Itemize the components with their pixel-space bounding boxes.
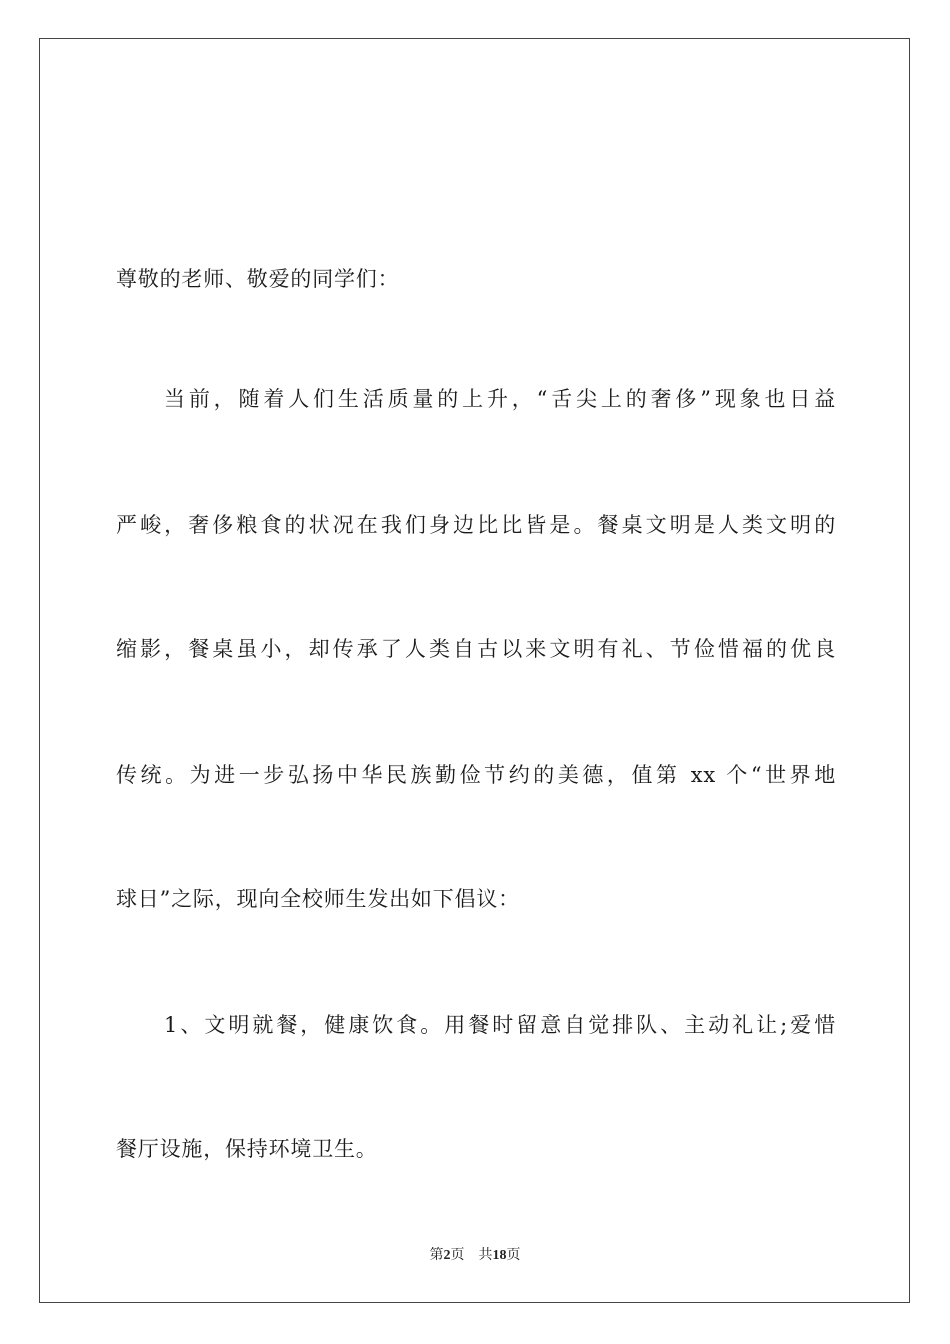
- paragraph-line: 缩影，餐桌虽小，却传承了人类自古以来文明有礼、节俭惜福的优良: [116, 637, 836, 661]
- paragraph-line: 当前，随着人们生活质量的上升，“舌尖上的奢侈”现象也日益: [164, 387, 836, 411]
- page-number: 2: [443, 1248, 451, 1263]
- total-prefix: 共: [478, 1248, 493, 1263]
- page-prefix: 第: [429, 1248, 444, 1263]
- list-item-line: 餐厅设施，保持环境卫生。: [116, 1137, 378, 1161]
- page-border: [39, 38, 910, 1303]
- page-suffix: 页: [450, 1248, 465, 1263]
- paragraph-line: 球日”之际，现向全校师生发出如下倡议：: [116, 887, 520, 911]
- paragraph-line: 严峻，奢侈粮食的状况在我们身边比比皆是。餐桌文明是人类文明的: [116, 513, 836, 537]
- total-pages: 18: [492, 1248, 507, 1263]
- total-suffix: 页: [506, 1248, 521, 1263]
- list-item-line: 1、文明就餐，健康饮食。用餐时留意自觉排队、主动礼让;爱惜: [164, 1013, 836, 1037]
- salutation: 尊敬的老师、敬爱的同学们：: [116, 267, 400, 291]
- paragraph-line: 传统。为进一步弘扬中华民族勤俭节约的美德，值第 xx 个“世界地: [116, 763, 836, 787]
- page-footer: [0, 1246, 950, 1266]
